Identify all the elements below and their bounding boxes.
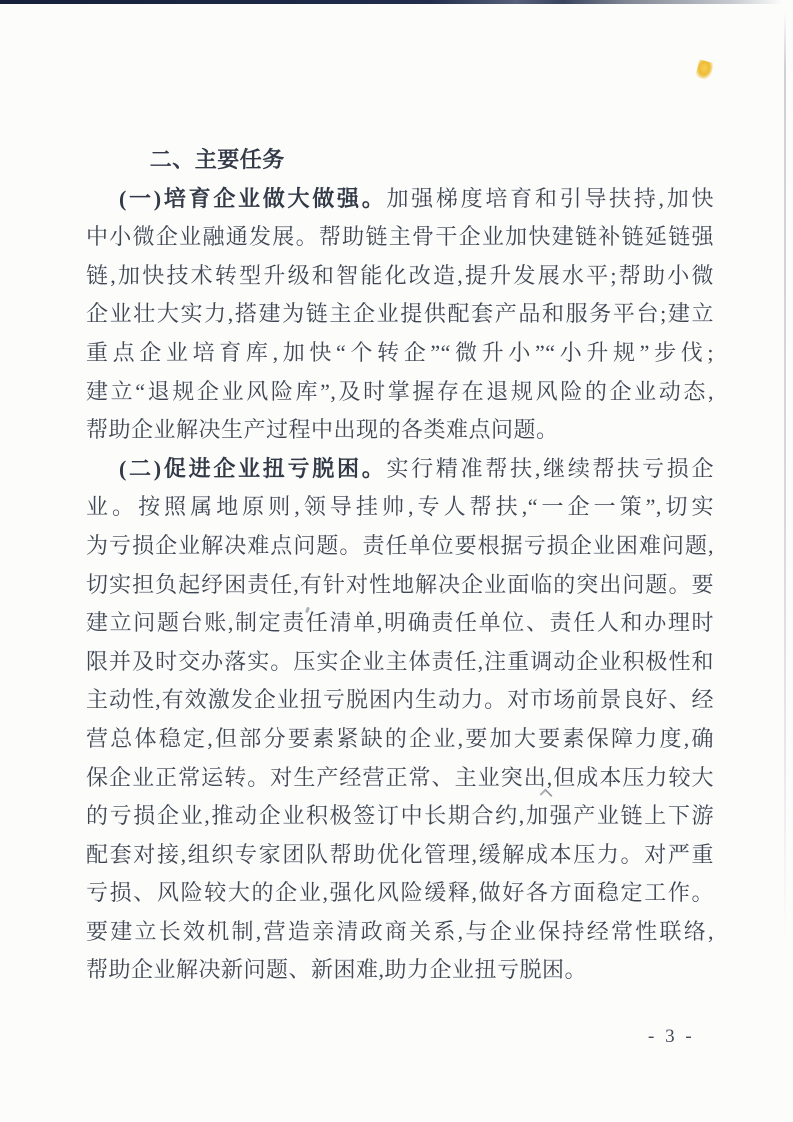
text-line: 亏损、风险较大的企业,强化风险缓释,做好各方面稳定工作。 <box>86 880 714 906</box>
paragraph <box>86 450 714 990</box>
text-line: 主动性,有效激发企业扭亏脱困内生动力。对市场前景良好、经 <box>86 687 714 713</box>
text-line: 建立问题台账,制定责任清单,明确责任单位、责任人和办理时 <box>86 610 714 636</box>
text-line: 重点企业培育库,加快“个转企”“微升小”“小升规”步伐; <box>86 339 714 365</box>
text-line: 配套对接,组织专家团队帮助优化管理,缓解成本压力。对严重 <box>86 841 714 867</box>
text-line: 要建立长效机制,营造亲清政商关系,与企业保持经常性联络, <box>86 918 714 944</box>
text-line: 限并及时交办落实。压实企业主体责任,注重调动企业积极性和 <box>86 648 714 674</box>
text-line: 保企业正常运转。对生产经营正常、主业突出,但成本压力较大 <box>86 764 714 790</box>
paragraphs-container <box>86 180 714 990</box>
text-line: 企业壮大实力,搭建为链主企业提供配套产品和服务平台;建立 <box>86 301 714 327</box>
text-line: (二)促进企业扭亏脱困。实行精准帮扶,继续帮扶亏损企 <box>119 455 714 481</box>
paragraph-lead: (二)促进企业扭亏脱困。 <box>119 455 387 481</box>
text-line: 链,加快技术转型升级和智能化改造,提升发展水平;帮助小微 <box>86 262 714 288</box>
text-line: 营总体稳定,但部分要素紧缺的企业,要加大要素保障力度,确 <box>86 725 714 751</box>
text-line: 业。按照属地原则,领导挂帅,专人帮扶,“一企一策”,切实 <box>86 494 714 520</box>
text-line: (一)培育企业做大做强。加强梯度培育和引导扶持,加快 <box>119 185 714 211</box>
text-line: 的亏损企业,推动企业积极签订中长期合约,加强产业链上下游 <box>86 803 714 829</box>
text-line: 为亏损企业解决难点问题。责任单位要根据亏损企业困难问题, <box>86 532 714 558</box>
yellow-smudge-artifact <box>695 59 714 80</box>
paragraph-lead: (一)培育企业做大做强。 <box>119 185 387 211</box>
text-line: 帮助企业解决新问题、新困难,助力企业扭亏脱困。 <box>86 957 588 983</box>
document-body <box>86 141 714 990</box>
paragraph <box>86 180 714 450</box>
scan-right-edge-artifact <box>784 12 786 942</box>
text-line: 切实担负起纾困责任,有针对性地解决企业面临的突出问题。要 <box>86 571 714 597</box>
page-number: - 3 - <box>648 1026 695 1047</box>
scan-top-edge-artifact <box>0 0 782 4</box>
text-line: 中小微企业融通发展。帮助链主骨干企业加快建链补链延链强 <box>86 224 714 250</box>
text-line: 帮助企业解决生产过程中出现的各类难点问题。 <box>86 417 559 443</box>
section-heading: 二、主要任务 <box>149 147 285 172</box>
text-line: 建立“退规企业风险库”,及时掌握存在退规风险的企业动态, <box>86 378 714 404</box>
